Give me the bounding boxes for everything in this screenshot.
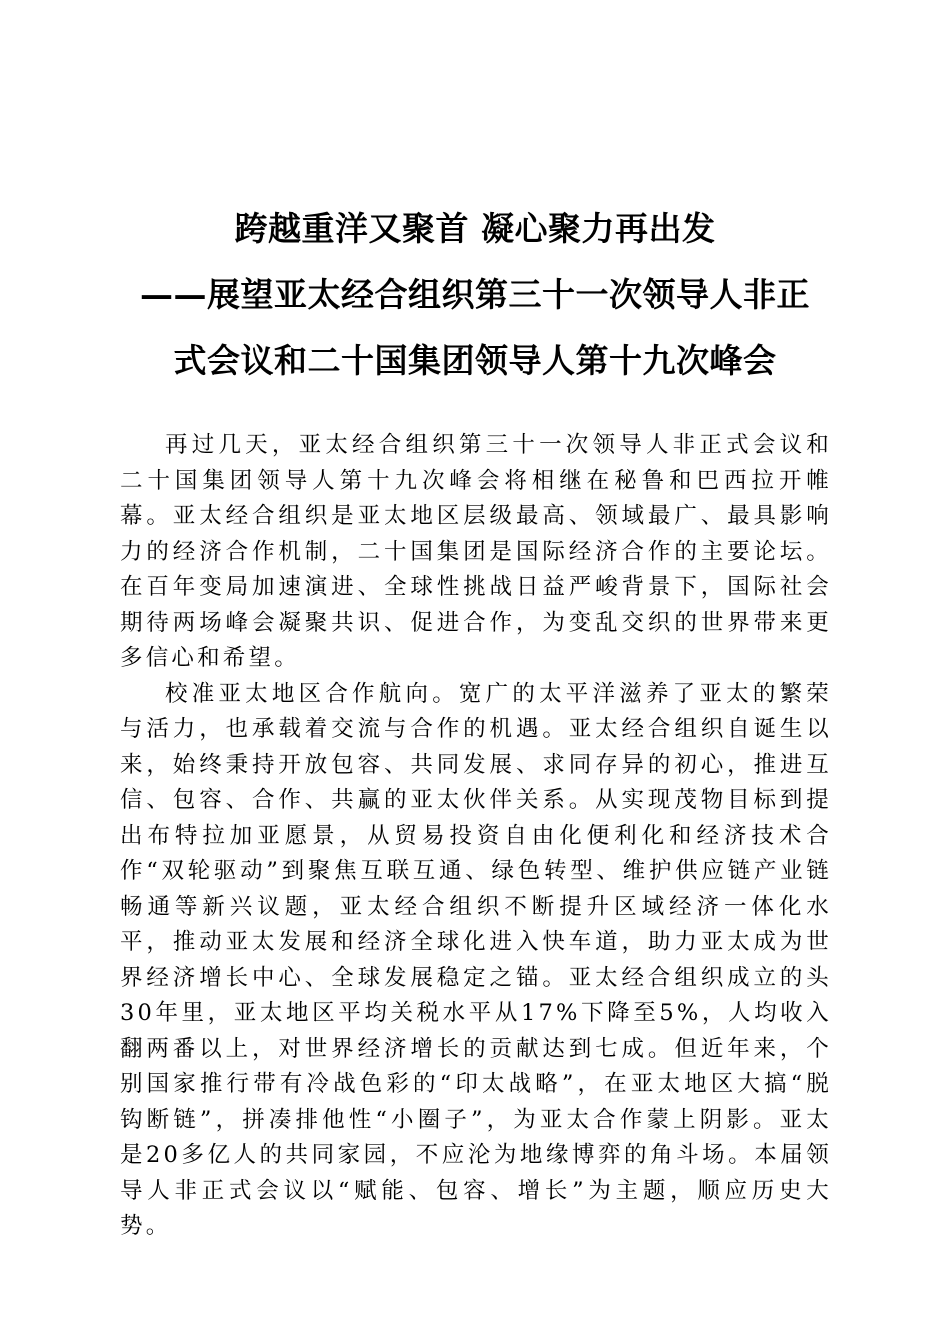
title-line-subtitle-1: ——展望亚太经合组织第三十一次领导人非正 (140, 275, 810, 314)
article-title (110, 196, 840, 394)
title-line-subtitle-2: 式会议和二十国集团领导人第十九次峰会 (173, 341, 777, 380)
paragraph-2: 校准亚太地区合作航向。宽广的太平洋滋养了亚太的繁荣与活力，也承载着交流与合作的机遇。亚太经合组织自诞生以来，始终秉持开放包容、共同发展、求同存异的初心，推进互信、包容、合作、共赢的亚太伙伴关系。从实现茂物目标到提出布特拉加亚愿景，从贸易投资自由化便利化和经济技术合作“双轮驱动”到聚焦互联互通、绿色转型、维护供应链产业链畅通等新兴议题，亚太经合组织不断提升区域经济一体化水平，推动亚太发展和经济全球化进入快车道，助力亚太成为世界经济增长中心、全球发展稳定之锚。亚太经合组织成立的头30年里，亚太地区平均关税水平从17%下降至5%，人均收入翻两番以上，对世界经济增长的贡献达到七成。但近年来，个别国家推行带有冷战色彩的“印太战略”，在亚太地区大搞“脱钩断链”，拼凑排他性“小圈子”，为亚太合作蒙上阴影。亚太是20多亿人的共同家园，不应沦为地缘博弈的角斗场。本届领导人非正式会议以“赋能、包容、增长”为主题，顺应历史大势。 (120, 680, 832, 1239)
title-line-main: 跨越重洋又聚首 凝心聚力再出发 (234, 209, 716, 248)
article-body (120, 428, 832, 1245)
paragraph-1: 再过几天，亚太经合组织第三十一次领导人非正式会议和二十国集团领导人第十九次峰会将相继在秘鲁和巴西拉开帷幕。亚太经合组织是亚太地区层级最高、领域最广、最具影响力的经济合作机制，二十国集团是国际经济合作的主要论坛。在百年变局加速演进、全球性挑战日益严峻背景下，国际社会期待两场峰会凝聚共识、促进合作，为变乱交织的世界带来更多信心和希望。 (120, 432, 832, 671)
